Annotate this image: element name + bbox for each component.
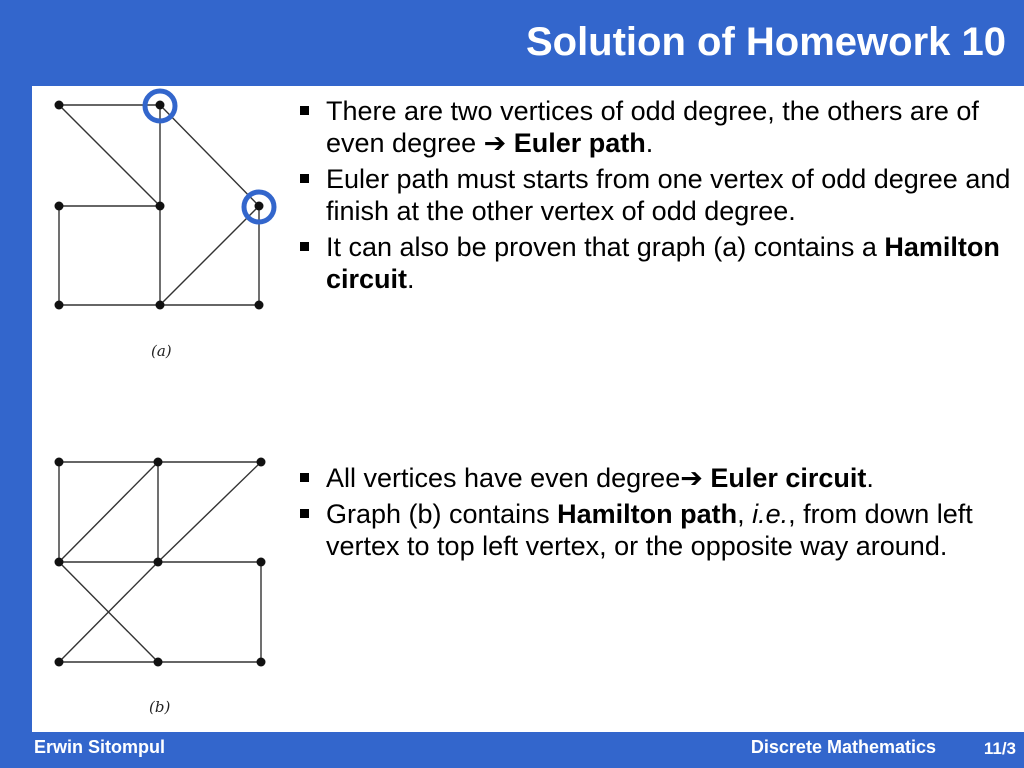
bullet-text: , (737, 499, 753, 529)
arrow-icon: ➔ (483, 128, 507, 158)
bullet-text: All vertices have even degree (326, 463, 681, 493)
graph-b-caption: (b) (149, 698, 171, 716)
vertex (55, 202, 64, 211)
footer-course: Discrete Mathematics (750, 737, 936, 757)
vertex (255, 202, 264, 211)
slide-title: Solution of Homework 10 (525, 20, 1006, 64)
vertex (154, 658, 163, 667)
bullet-text: Graph (b) contains (326, 499, 558, 529)
bullet-item (298, 95, 1018, 159)
bullet-emphasis: Euler circuit (710, 463, 867, 493)
vertex (55, 558, 64, 567)
slide-content (32, 86, 1024, 732)
edge (59, 105, 160, 206)
edge (160, 105, 259, 206)
graph-a-caption: (a) (151, 342, 172, 360)
bullet-text: Euler path must starts from one vertex of odd degree and finish at the other vertex of odd degree. (326, 164, 1011, 226)
vertex (257, 558, 266, 567)
vertex (55, 458, 64, 467)
vertex (255, 301, 264, 310)
bullet-list-b (298, 462, 1018, 566)
footer-author: Erwin Sitompul (34, 737, 166, 757)
vertex (257, 658, 266, 667)
bullet-list-a (298, 95, 1018, 299)
bullet-item (298, 231, 1018, 295)
bullet-text: It can also be proven that graph (a) contains a (326, 232, 885, 262)
graph-b (32, 446, 282, 732)
vertex (156, 202, 165, 211)
vertex (154, 558, 163, 567)
bullet-text: . (866, 463, 874, 493)
bullet-item (298, 163, 1018, 227)
vertex (257, 458, 266, 467)
vertex (154, 458, 163, 467)
vertex (156, 301, 165, 310)
bullet-text: . (645, 128, 654, 158)
graph-a (32, 86, 282, 376)
bullet-italic: i.e. (752, 499, 789, 529)
vertex (55, 301, 64, 310)
bullet-text: There are two vertices of odd degree, the others are of even degree (326, 96, 979, 158)
bullet-item (298, 498, 1018, 562)
bullet-emphasis: Hamilton path (557, 499, 738, 529)
vertex (156, 101, 165, 110)
vertex (55, 101, 64, 110)
slide-number: 11/3 (983, 739, 1016, 758)
bullet-emphasis: Euler path (513, 128, 646, 158)
edge (158, 462, 261, 562)
arrow-icon: ➔ (680, 463, 703, 493)
bullet-item (298, 462, 1018, 494)
bullet-text: , from down left vertex to top left vertex, or the opposite way around. (326, 499, 973, 561)
edge (160, 206, 259, 305)
bullet-text (506, 128, 514, 158)
vertex (55, 658, 64, 667)
bullet-emphasis: Hamilton circuit (326, 232, 1000, 294)
bullet-text: . (407, 264, 415, 294)
edge (59, 462, 158, 562)
